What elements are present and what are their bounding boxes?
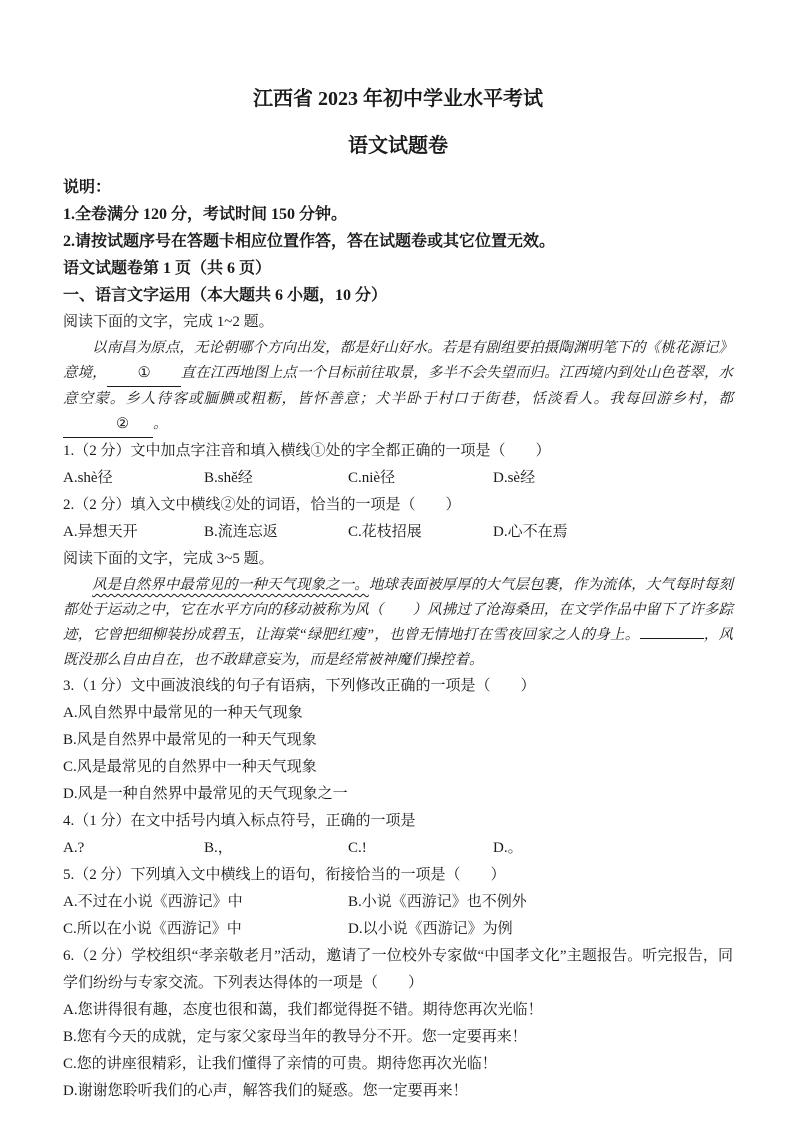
question-4-stem: 4.（1 分）在文中括号内填入标点符号，正确的一项是	[63, 813, 416, 829]
option-c: C.花枝招展	[348, 524, 422, 540]
question-2-options	[63, 519, 733, 546]
question-6-option-a: A.您讲得很有趣，态度也很和蔼，我们都觉得挺不错。期待您再次光临！	[63, 1002, 543, 1018]
paper-subtitle: 语文试题卷	[348, 135, 448, 157]
instructions-label: 说明：	[63, 179, 112, 196]
passage2-wavy-sentence: 风是自然界中最常见的一种天气现象之一。	[92, 577, 369, 593]
question-3-option-a: A.风自然界中最常见的一种天气现象	[63, 705, 303, 721]
page-number-note: 语文试题卷第 1 页（共 6 页）	[63, 260, 272, 277]
passage1-dotted-char: 摄 •	[544, 340, 559, 356]
option-d: D.心不在焉	[493, 524, 568, 540]
option-d: D.。	[493, 840, 523, 856]
option-b: B.流连忘返	[204, 524, 278, 540]
option-a: A.?	[63, 840, 85, 856]
question-2-stem: 2.（2 分）填入文中横线②处的词语，恰当的一项是（ ）	[63, 497, 461, 513]
reading1-lead: 阅读下面的文字，完成 1~2 题。	[63, 314, 274, 330]
question-6-option-c: C.您的讲座很精彩，让我们懂得了亲情的可贵。期待您再次光临！	[63, 1056, 497, 1072]
option-c: C.所以在小说《西游记》中	[63, 921, 242, 937]
option-b: B.shě经	[204, 470, 253, 486]
passage1-text: 陶渊明笔下的《桃花源记》意境，	[63, 340, 734, 381]
passage2-blank-line	[640, 624, 704, 639]
question-6-stem: 6.（2 分）学校组织“孝亲敬老月”活动，邀请了一位校外专家做“中国孝文化”主题报告。听完报告，同学们纷纷与专家交流。下列表达得体的一项是（ ）	[63, 948, 733, 991]
section1-heading: 一、语言文字运用（本大题共 6 小题，10 分）	[63, 287, 388, 304]
passage1-blank-2: ②	[63, 412, 153, 438]
passage2-text: 地球表面被厚厚的大气层包裹，作为流体，大气每时每刻都处于运动之中，它在水平方向的移动被称为风（ ）风拂过了沧海桑田，在文学作品中留下了许多踪迹，它曾把细柳装扮成碧玉，让海棠“绿肥红瘦”，也曾无情地打在雪夜回家之人的身上。	[63, 577, 734, 643]
question-1-stem: 1.（2 分）文中加点字注音和填入横线①处的字全都正确的一项是（ ）	[63, 443, 551, 459]
option-d: D.sè经	[493, 470, 536, 486]
question-6-option-b: B.您有今天的成就，定与家父家母当年的教导分不开。您一定要再来！	[63, 1029, 527, 1045]
question-6-option-d: D.谢谢您聆听我们的心声，解答我们的疑惑。您一定要再来！	[63, 1083, 468, 1099]
option-c: C.niè径	[348, 470, 396, 486]
passage1-text: 。	[153, 416, 168, 432]
exam-title: 江西省 2023 年初中学业水平考试	[253, 88, 543, 110]
passage2-text: ，风既没那么自由自在，也不敢肆意妄为，而是经常被神魔们操控着。	[63, 627, 734, 668]
question-5-options	[63, 889, 733, 943]
question-4-options	[63, 835, 733, 862]
option-c: C.!	[348, 840, 367, 856]
question-3-option-b: B.风是自然界中最常见的一种天气现象	[63, 732, 317, 748]
reading2-lead: 阅读下面的文字，完成 3~5 题。	[63, 551, 274, 567]
option-a: A.不过在小说《西游记》中	[63, 894, 243, 910]
passage1-blank-1: ①	[107, 361, 181, 387]
option-b: B.，	[204, 840, 233, 856]
question-3-option-d: D.风是一种自然界中最常见的天气现象之一	[63, 786, 348, 802]
option-d: D.以小说《西游记》为例	[348, 921, 513, 937]
reading1-passage	[63, 336, 733, 438]
instructions-block	[63, 174, 733, 309]
question-3-stem: 3.（1 分）文中画波浪线的句子有语病，下列修改正确的一项是（ ）	[63, 678, 536, 694]
question-5-stem: 5.（2 分）下列填入文中横线上的语句，衔接恰当的一项是（ ）	[63, 867, 506, 883]
option-a: A.异想天开	[63, 524, 138, 540]
reading2-passage	[63, 573, 733, 673]
passage1-text: 以南昌为原点，无论朝哪个方向出发，都是好山好水。若是有剧组要拍	[92, 340, 544, 356]
instruction-item-2: 2.请按试题序号在答题卡相应位置作答，答在试题卷或其它位置无效。	[63, 233, 556, 250]
instruction-item-1: 1.全卷满分 120 分，考试时间 150 分钟。	[63, 206, 348, 223]
question-1-options	[63, 465, 733, 492]
passage1-text: 直在江西地图上点一个目标前往取景，多半不会失望而归。江西境内到处山色苍翠，水意空蒙。乡人待客或腼腆或粗粝，皆怀善意；犬半卧于村口于街巷，恬淡看人。我每回游乡村，都	[63, 365, 734, 407]
option-a: A.shè径	[63, 470, 113, 486]
option-b: B.小说《西游记》也不例外	[348, 894, 527, 910]
question-3-option-c: C.风是最常见的自然界中一种天气现象	[63, 759, 317, 775]
